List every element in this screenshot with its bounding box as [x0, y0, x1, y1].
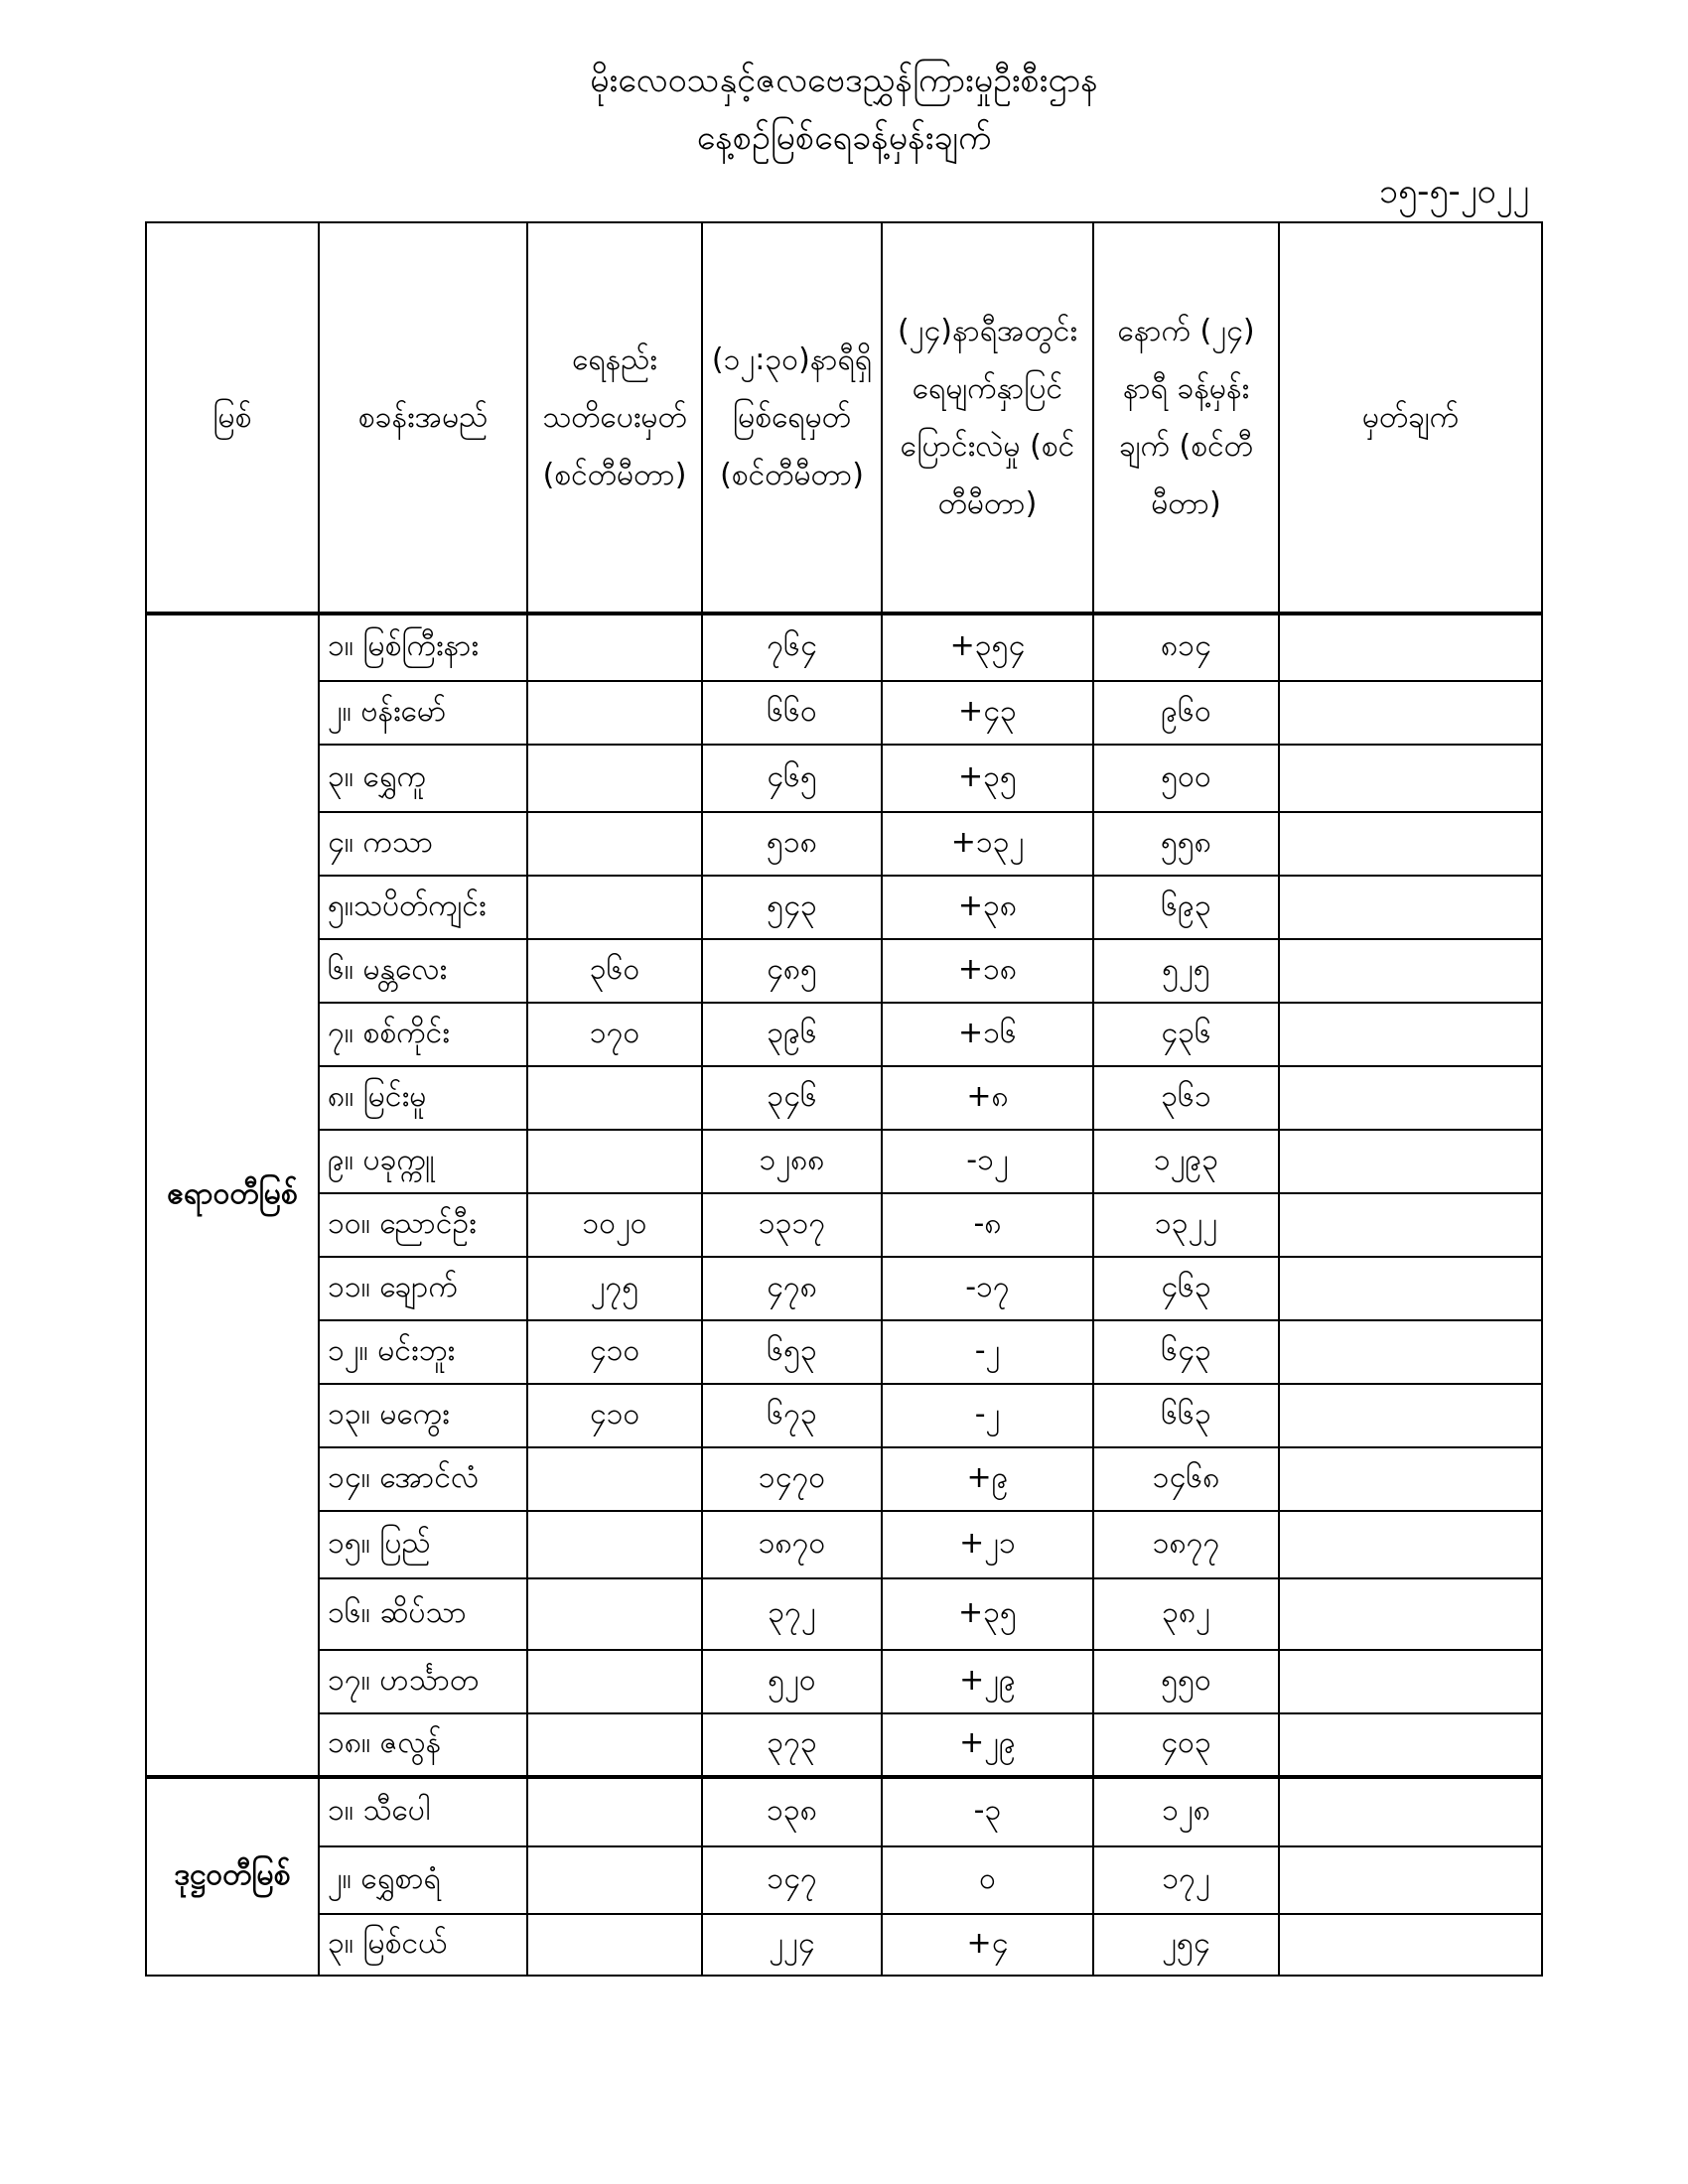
forecast-level: ၁၇၂ [1093, 1846, 1279, 1914]
warning-level: ၂၇၅ [527, 1257, 702, 1320]
col-header-station: စခန်းအမည် [319, 222, 527, 614]
level-change: +၈ [882, 1066, 1093, 1130]
forecast-level: ၄၃၆ [1093, 1003, 1279, 1066]
remark [1279, 1578, 1542, 1650]
remark [1279, 876, 1542, 939]
river-name: ဒုဋ္ဌဝတီမြစ် [146, 1777, 319, 1976]
warning-level: ၁၀၂၀ [527, 1193, 702, 1257]
report-date: ၁၅-၅-၂၀၂၂ [1378, 172, 1529, 211]
remark [1279, 1777, 1542, 1846]
table-row [146, 1846, 1542, 1914]
forecast-level: ၈၁၄ [1093, 614, 1279, 681]
water-level: ၃၉၆ [702, 1003, 882, 1066]
water-level: ၅၁၈ [702, 812, 882, 876]
warning-level [527, 812, 702, 876]
table-row [146, 745, 1542, 812]
warning-level [527, 1777, 702, 1846]
warning-level: ၁၇၀ [527, 1003, 702, 1066]
forecast-level: ၂၅၄ [1093, 1914, 1279, 1976]
station-name: ၁၈။ ဇလွန် [319, 1713, 527, 1777]
table-row [146, 939, 1542, 1003]
forecast-level: ၁၂၉၃ [1093, 1130, 1279, 1193]
table-row [146, 1713, 1542, 1777]
level-change: +၂၉ [882, 1650, 1093, 1713]
remark [1279, 1846, 1542, 1914]
remark [1279, 1650, 1542, 1713]
table-row [146, 1384, 1542, 1447]
table-row [146, 876, 1542, 939]
table-body [146, 614, 1542, 1976]
station-name: ၁၇။ ဟင်္သာတ [319, 1650, 527, 1713]
forecast-level: ၆၉၃ [1093, 876, 1279, 939]
forecast-level: ၁၄၆၈ [1093, 1447, 1279, 1511]
station-name: ၁၀။ ညောင်ဦး [319, 1193, 527, 1257]
water-level: ၁၂၈၈ [702, 1130, 882, 1193]
table-row [146, 1914, 1542, 1976]
page-subtitle: နေ့စဉ်မြစ်ရေခန့်မှန်းချက် [696, 118, 992, 158]
remark [1279, 1257, 1542, 1320]
remark [1279, 1384, 1542, 1447]
water-level: ၆၅၃ [702, 1320, 882, 1384]
col-header-remark: မှတ်ချက် [1279, 222, 1542, 614]
water-level: ၃၇၂ [702, 1578, 882, 1650]
remark [1279, 939, 1542, 1003]
level-change: +၄ [882, 1914, 1093, 1976]
table-row [146, 1257, 1542, 1320]
station-name: ၄။ ကသာ [319, 812, 527, 876]
table-row [146, 1511, 1542, 1578]
level-change: +၁၆ [882, 1003, 1093, 1066]
table-row [146, 1320, 1542, 1384]
remark [1279, 1713, 1542, 1777]
remark [1279, 1447, 1542, 1511]
forecast-level: ၃၈၂ [1093, 1578, 1279, 1650]
water-level: ၆၆၀ [702, 681, 882, 745]
col-header-water-level: (၁၂:၃၀)နာရီရှိ မြစ်ရေမှတ် (စင်တီမီတာ) [702, 222, 882, 614]
warning-level: ၄၁၀ [527, 1320, 702, 1384]
level-change: +၉ [882, 1447, 1093, 1511]
remark [1279, 1511, 1542, 1578]
warning-level [527, 1713, 702, 1777]
station-name: ၉။ ပခုက္ကူ [319, 1130, 527, 1193]
warning-level [527, 1650, 702, 1713]
level-change: -၂ [882, 1320, 1093, 1384]
page-title: မိုးလေဝသနှင့်ဇလဗေဒညွှန်ကြားမှုဦးစီးဌာန [590, 61, 1098, 100]
warning-level [527, 876, 702, 939]
warning-level: ၃၆၀ [527, 939, 702, 1003]
level-change: +၁၈ [882, 939, 1093, 1003]
level-change: +၃၈ [882, 876, 1093, 939]
station-name: ၁၆။ ဆိပ်သာ [319, 1578, 527, 1650]
level-change: +၃၅ [882, 1578, 1093, 1650]
table-row [146, 1130, 1542, 1193]
station-name: ၁၁။ ချောက် [319, 1257, 527, 1320]
forecast-level: ၁၈၇၇ [1093, 1511, 1279, 1578]
forecast-level: ၁၃၂၂ [1093, 1193, 1279, 1257]
water-level: ၇၆၄ [702, 614, 882, 681]
station-name: ၆။ မန္တလေး [319, 939, 527, 1003]
water-level: ၄၆၅ [702, 745, 882, 812]
station-name: ၂။ ရွှေစာရံ [319, 1846, 527, 1914]
col-header-warning-level: ရေနည်း သတိပေးမှတ် (စင်တီမီတာ) [527, 222, 702, 614]
forecast-level: ၉၆၀ [1093, 681, 1279, 745]
water-level: ၅၂၀ [702, 1650, 882, 1713]
warning-level [527, 1511, 702, 1578]
level-change: +၄၃ [882, 681, 1093, 745]
table-row [146, 681, 1542, 745]
level-change: +၃၅၄ [882, 614, 1093, 681]
water-level: ၄၈၅ [702, 939, 882, 1003]
warning-level: ၄၁၀ [527, 1384, 702, 1447]
water-level: ၄၇၈ [702, 1257, 882, 1320]
table-row [146, 1193, 1542, 1257]
table-row [146, 614, 1542, 681]
forecast-level: ၃၆၁ [1093, 1066, 1279, 1130]
forecast-level: ၅၅၀ [1093, 1650, 1279, 1713]
water-level: ၃၇၃ [702, 1713, 882, 1777]
water-level: ၁၃၈ [702, 1777, 882, 1846]
station-name: ၁။ မြစ်ကြီးနား [319, 614, 527, 681]
col-header-river: မြစ် [146, 222, 319, 614]
station-name: ၁။ သီပေါ [319, 1777, 527, 1846]
level-change: -၁၂ [882, 1130, 1093, 1193]
forecast-level: ၅၅၈ [1093, 812, 1279, 876]
forecast-level: ၆၆၃ [1093, 1384, 1279, 1447]
warning-level [527, 1066, 702, 1130]
water-level: ၁၃၁၇ [702, 1193, 882, 1257]
water-level: ၆၇၃ [702, 1384, 882, 1447]
forecast-level: ၆၄၃ [1093, 1320, 1279, 1384]
remark [1279, 1066, 1542, 1130]
remark [1279, 745, 1542, 812]
warning-level [527, 745, 702, 812]
table-row [146, 1650, 1542, 1713]
level-change: -၃ [882, 1777, 1093, 1846]
level-change: -၂ [882, 1384, 1093, 1447]
river-forecast-table [145, 221, 1543, 1977]
table-row [146, 1066, 1542, 1130]
station-name: ၁၂။ မင်းဘူး [319, 1320, 527, 1384]
warning-level [527, 1846, 702, 1914]
table-row [146, 1447, 1542, 1511]
table-row [146, 812, 1542, 876]
remark [1279, 681, 1542, 745]
forecast-level: ၅၀၀ [1093, 745, 1279, 812]
remark [1279, 1914, 1542, 1976]
remark [1279, 812, 1542, 876]
station-name: ၈။ မြင်းမူ [319, 1066, 527, 1130]
warning-level [527, 1130, 702, 1193]
warning-level [527, 1447, 702, 1511]
warning-level [527, 1914, 702, 1976]
remark [1279, 1193, 1542, 1257]
level-change: +၁၃၂ [882, 812, 1093, 876]
water-level: ၁၄၇၀ [702, 1447, 882, 1511]
water-level: ၅၄၃ [702, 876, 882, 939]
remark [1279, 614, 1542, 681]
forecast-level: ၄၆၃ [1093, 1257, 1279, 1320]
station-name: ၃။ မြစ်ငယ် [319, 1914, 527, 1976]
warning-level [527, 681, 702, 745]
table-row [146, 1777, 1542, 1846]
warning-level [527, 614, 702, 681]
table-row [146, 1003, 1542, 1066]
table-row [146, 1578, 1542, 1650]
river-name: ဧရာဝတီမြစ် [146, 614, 319, 1777]
level-change: -၈ [882, 1193, 1093, 1257]
level-change: ၀ [882, 1846, 1093, 1914]
water-level: ၁၄၇ [702, 1846, 882, 1914]
station-name: ၁၅။ ပြည် [319, 1511, 527, 1578]
level-change: +၂၁ [882, 1511, 1093, 1578]
station-name: ၃။ ရွှေကူ [319, 745, 527, 812]
station-name: ၂။ ဗန်းမော် [319, 681, 527, 745]
station-name: ၇။ စစ်ကိုင်း [319, 1003, 527, 1066]
remark [1279, 1130, 1542, 1193]
water-level: ၃၄၆ [702, 1066, 882, 1130]
col-header-24h-change: (၂၄)နာရီအတွင်း ရေမျက်နှာပြင် ပြောင်းလဲမှု (စင်တီမီတာ) [882, 222, 1093, 614]
water-level: ၂၂၄ [702, 1914, 882, 1976]
level-change: +၂၉ [882, 1713, 1093, 1777]
remark [1279, 1003, 1542, 1066]
water-level: ၁၈၇၀ [702, 1511, 882, 1578]
station-name: ၅။သပိတ်ကျင်း [319, 876, 527, 939]
forecast-level: ၅၂၅ [1093, 939, 1279, 1003]
station-name: ၁၄။ အောင်လံ [319, 1447, 527, 1511]
remark [1279, 1320, 1542, 1384]
forecast-level: ၄၀၃ [1093, 1713, 1279, 1777]
station-name: ၁၃။ မကွေး [319, 1384, 527, 1447]
forecast-level: ၁၂၈ [1093, 1777, 1279, 1846]
level-change: +၃၅ [882, 745, 1093, 812]
col-header-forecast: နောက် (၂၄) နာရီ ခန့်မှန်းချက် (စင်တီမီတာ) [1093, 222, 1279, 614]
level-change: -၁၇ [882, 1257, 1093, 1320]
warning-level [527, 1578, 702, 1650]
